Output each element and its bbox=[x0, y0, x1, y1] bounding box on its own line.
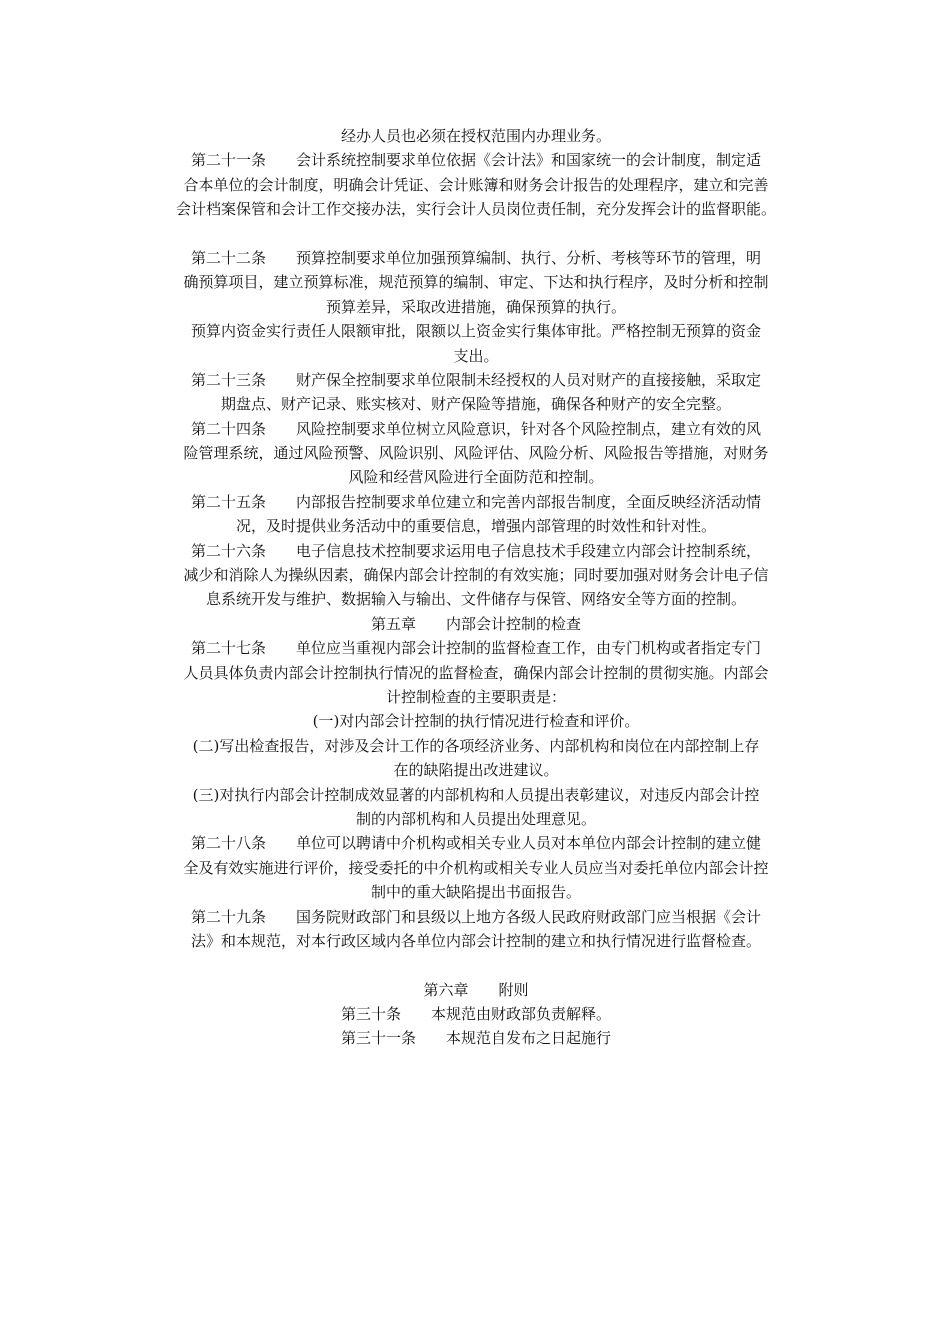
text-line: 第二十三条 财产保全控制要求单位限制未经授权的人员对财产的直接接触，采取定 bbox=[190, 370, 761, 389]
text-line: 确预算项目，建立预算标准，规范预算的编制、审定、下达和执行程序，及时分析和控制 bbox=[183, 273, 769, 292]
text-line: 第三十条 本规范由财政部负责解释。 bbox=[340, 1005, 611, 1024]
text-line: 第二十九条 国务院财政部门和县级以上地方各级人民政府财政部门应当根据《会计 bbox=[190, 907, 761, 926]
text-line: 预算内资金实行责任人限额审批，限额以上资金实行集体审批。严格控制无预算的资金 bbox=[190, 322, 761, 341]
text-block-3 bbox=[140, 978, 812, 1051]
text-line: 经办人员也必须在授权范围内办理业务。 bbox=[340, 127, 611, 145]
text-line: 支出。 bbox=[453, 346, 499, 365]
text-block-1 bbox=[140, 124, 812, 222]
text-block-2 bbox=[140, 246, 812, 953]
text-line: 制中的重大缺陷提出书面报告。 bbox=[370, 883, 581, 902]
text-line: 计控制检查的主要职责是： bbox=[385, 687, 566, 706]
text-line: 第二十六条 电子信息技术控制要求运用电子信息技术手段建立内部会计控制系统， bbox=[190, 541, 761, 560]
text-line: 第三十一条 本规范自发布之日起施行 bbox=[340, 1029, 611, 1048]
text-line: 息系统开发与维护、数据输入与输出、文件储存与保管、网络安全等方面的控制。 bbox=[205, 590, 746, 609]
text-line: 预算差异，采取改进措施，确保预算的执行。 bbox=[325, 297, 626, 316]
text-line: 制的内部机构和人员提出处理意见。 bbox=[355, 809, 596, 828]
text-line: (一)对内部会计控制的执行情况进行检查和评价。 bbox=[312, 712, 640, 731]
text-line: (二)写出检查报告，对涉及会计工作的各项经济业务、内部机构和岗位在内部控制上存 bbox=[192, 736, 760, 755]
document-page bbox=[140, 124, 812, 1051]
text-line: 第二十二条 预算控制要求单位加强预算编制、执行、分析、考核等环节的管理，明 bbox=[190, 248, 761, 267]
text-line: 全及有效实施进行评价，接受委托的中介机构或相关专业人员应当对委托单位内部会计控 bbox=[183, 858, 769, 877]
text-line: 风险和经营风险进行全面防范和控制。 bbox=[348, 468, 604, 487]
text-line: (三)对执行内部会计控制成效显著的内部机构和人员提出表彰建议，对违反内部会计控 bbox=[192, 785, 760, 804]
text-line: 会计档案保管和会计工作交接办法，实行会计人员岗位责任制，充分发挥会计的监督职能。 bbox=[175, 200, 776, 219]
text-line: 法》和本规范，对本行政区域内各单位内部会计控制的建立和执行情况进行监督检查。 bbox=[190, 931, 761, 950]
text-line: 第二十八条 单位可以聘请中介机构或相关专业人员对本单位内部会计控制的建立健 bbox=[190, 834, 761, 853]
text-line: 况，及时提供业务活动中的重要信息，增强内部管理的时效性和针对性。 bbox=[235, 517, 716, 536]
blank-line bbox=[140, 953, 812, 977]
text-line: 第二十五条 内部报告控制要求单位建立和完善内部报告制度，全面反映经济活动情 bbox=[190, 492, 761, 511]
text-line: 第二十四条 风险控制要求单位树立风险意识，针对各个风险控制点，建立有效的风 bbox=[190, 419, 761, 438]
text-line: 期盘点、财产记录、账实核对、财产保险等措施，确保各种财产的安全完整。 bbox=[220, 395, 731, 414]
chapter-heading: 第五章 内部会计控制的检查 bbox=[370, 614, 581, 633]
text-line: 合本单位的会计制度，明确会计凭证、会计账簿和财务会计报告的处理程序，建立和完善 bbox=[183, 175, 769, 194]
text-line: 人员具体负责内部会计控制执行情况的监督检查，确保内部会计控制的贯彻实施。内部会 bbox=[183, 663, 769, 682]
text-line: 险管理系统，通过风险预警、风险识别、风险评估、风险分析、风险报告等措施，对财务 bbox=[183, 444, 769, 463]
text-line: 在的缺陷提出改进建议。 bbox=[393, 761, 559, 780]
blank-line bbox=[140, 222, 812, 246]
text-line: 第二十七条 单位应当重视内部会计控制的监督检查工作，由专门机构或者指定专门 bbox=[190, 639, 761, 658]
text-line: 第二十一条 会计系统控制要求单位依据《会计法》和国家统一的会计制度，制定适 bbox=[190, 151, 761, 170]
chapter-heading: 第六章 附则 bbox=[423, 980, 529, 999]
text-line: 减少和消除人为操纵因素，确保内部会计控制的有效实施；同时要加强对财务会计电子信 bbox=[183, 566, 769, 585]
